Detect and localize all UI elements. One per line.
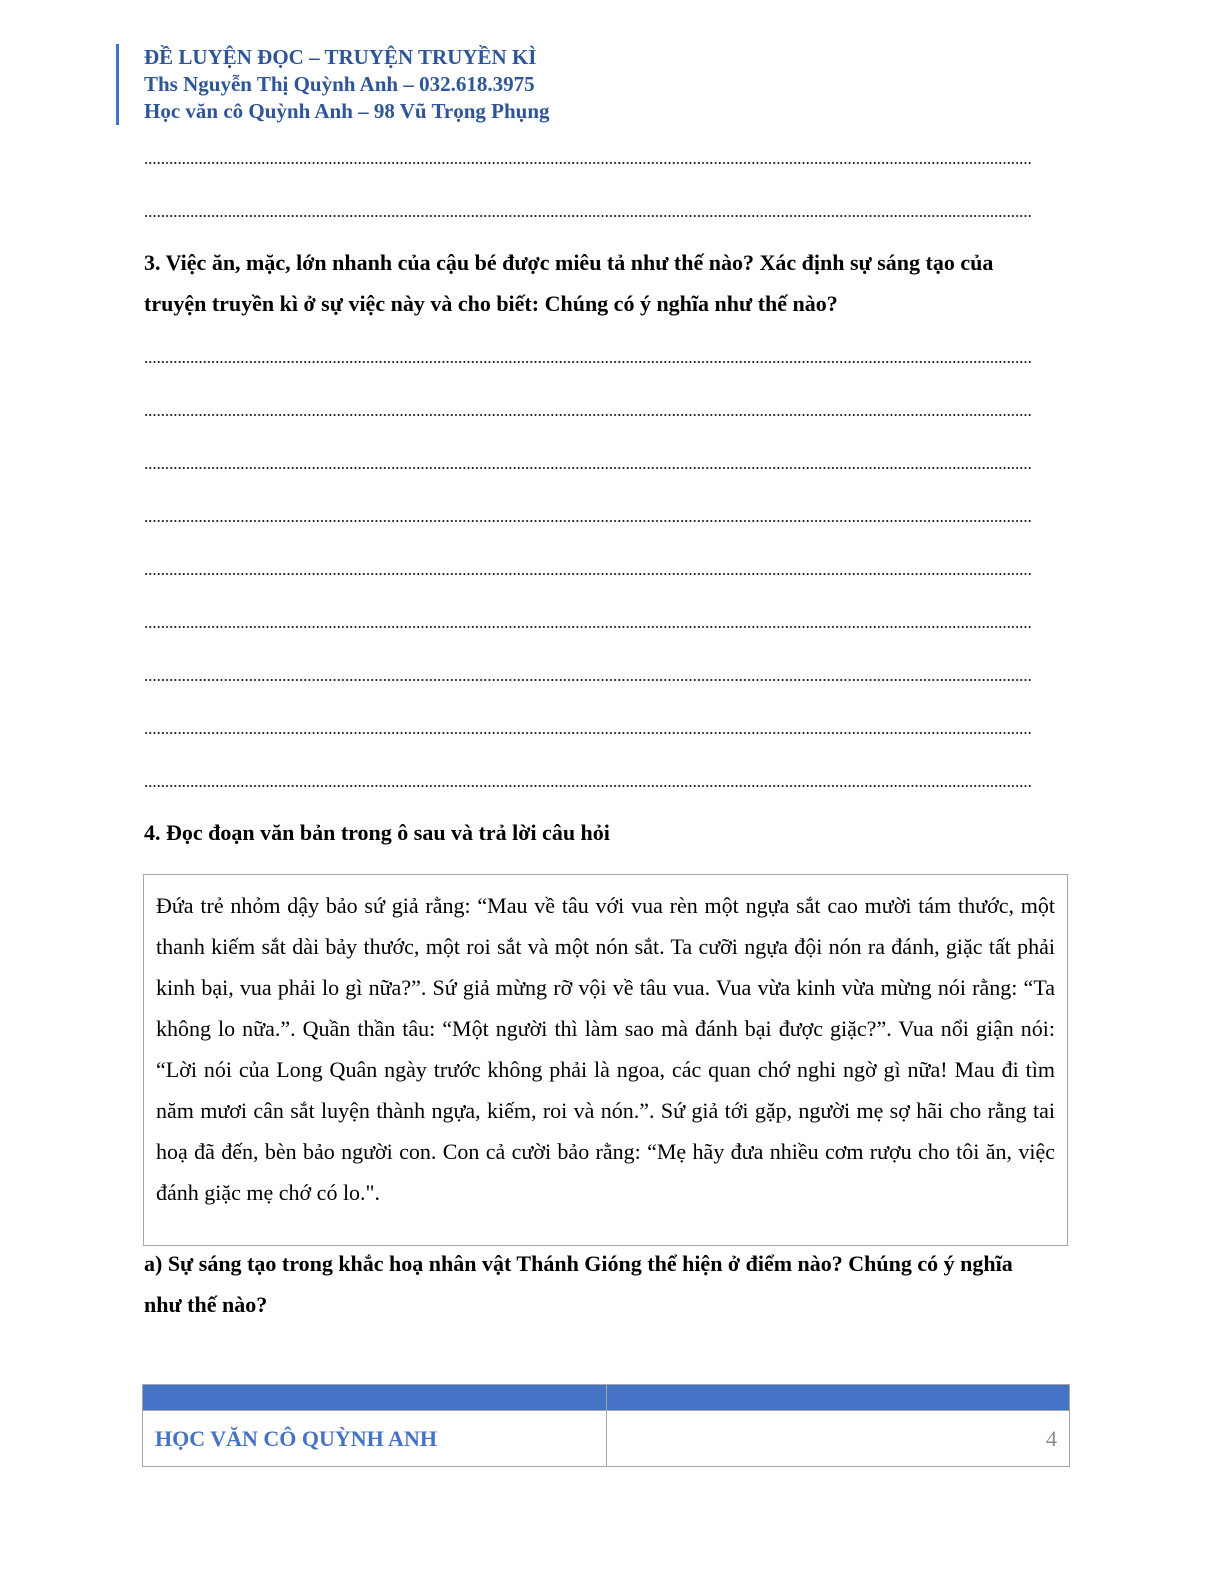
passage-text: Đứa trẻ nhỏm dậy bảo sứ giả rằng: “Mau về tâu với vua rèn một ngựa sắt cao mười tám thước, một thanh kiếm sắt dài bảy thước, một roi sắt và một nón sắt. Ta cưỡi ngựa đội nón ra đánh, giặc tất phải kinh bại, vua phải lo gì nữa?”. Sứ giả mừng rỡ vội về tâu vua. Vua vừa kinh vừa mừng nói rằng: “Ta không lo nữa.”. Quần thần tâu: “Một người thì làm sao mà đánh bại được giặc?”. Vua nổi giận nói: “Lời nói của Long Quân ngày trước không phải là ngoa, các quan chớ nghi ngờ gì nữa! Mau đi tìm năm mươi cân sắt luyện thành ngựa, kiếm, roi và nón.”. Sứ giả tới gặp, người mẹ sợ hãi cho rằng tai hoạ đã đến, bèn bảo người con. Con cả cười bảo rằng: “Mẹ hãy đưa nhiều cơm rượu cho tôi ăn, việc đánh giặc mẹ chớ có lo.". bbox=[156, 893, 1055, 1205]
question-4a bbox=[144, 1243, 1074, 1325]
answer-line bbox=[144, 679, 1032, 681]
answer-line bbox=[144, 162, 1032, 164]
answer-line bbox=[144, 573, 1032, 575]
footer-name: HỌC VĂN CÔ QUỲNH ANH bbox=[143, 1411, 607, 1467]
question-4a-line-1: a) Sự sáng tạo trong khắc hoạ nhân vật Thánh Gióng thể hiện ở điểm nào? Chúng có ý nghĩa bbox=[144, 1251, 1013, 1276]
question-3-line-1: 3. Việc ăn, mặc, lớn nhanh của cậu bé được miêu tả như thế nào? Xác định sự sáng tạo của bbox=[144, 250, 994, 275]
header-address: Học văn cô Quỳnh Anh – 98 Vũ Trọng Phụng bbox=[144, 99, 550, 123]
page-number: 4 bbox=[607, 1411, 1070, 1467]
header-author: Ths Nguyễn Thị Quỳnh Anh – 032.618.3975 bbox=[144, 72, 535, 96]
footer-bar-left bbox=[143, 1385, 607, 1411]
answer-line bbox=[144, 215, 1032, 217]
document-header bbox=[116, 44, 550, 125]
answer-line bbox=[144, 626, 1032, 628]
footer-bar-right bbox=[607, 1385, 1070, 1411]
question-4-title: 4. Đọc đoạn văn bản trong ô sau và trả lời câu hỏi bbox=[144, 820, 610, 845]
answer-line bbox=[144, 361, 1032, 363]
answer-line bbox=[144, 732, 1032, 734]
question-3 bbox=[144, 242, 1074, 324]
answer-line bbox=[144, 785, 1032, 787]
answer-line bbox=[144, 467, 1032, 469]
passage-box bbox=[143, 874, 1068, 1246]
answer-line bbox=[144, 520, 1032, 522]
answer-line bbox=[144, 414, 1032, 416]
question-4a-line-2: như thế nào? bbox=[144, 1292, 268, 1317]
page-footer bbox=[142, 1384, 1070, 1467]
question-3-line-2: truyện truyền kì ở sự việc này và cho biết: Chúng có ý nghĩa như thế nào? bbox=[144, 291, 838, 316]
header-title: ĐỀ LUYỆN ĐỌC – TRUYỆN TRUYỀN KÌ bbox=[144, 45, 537, 69]
